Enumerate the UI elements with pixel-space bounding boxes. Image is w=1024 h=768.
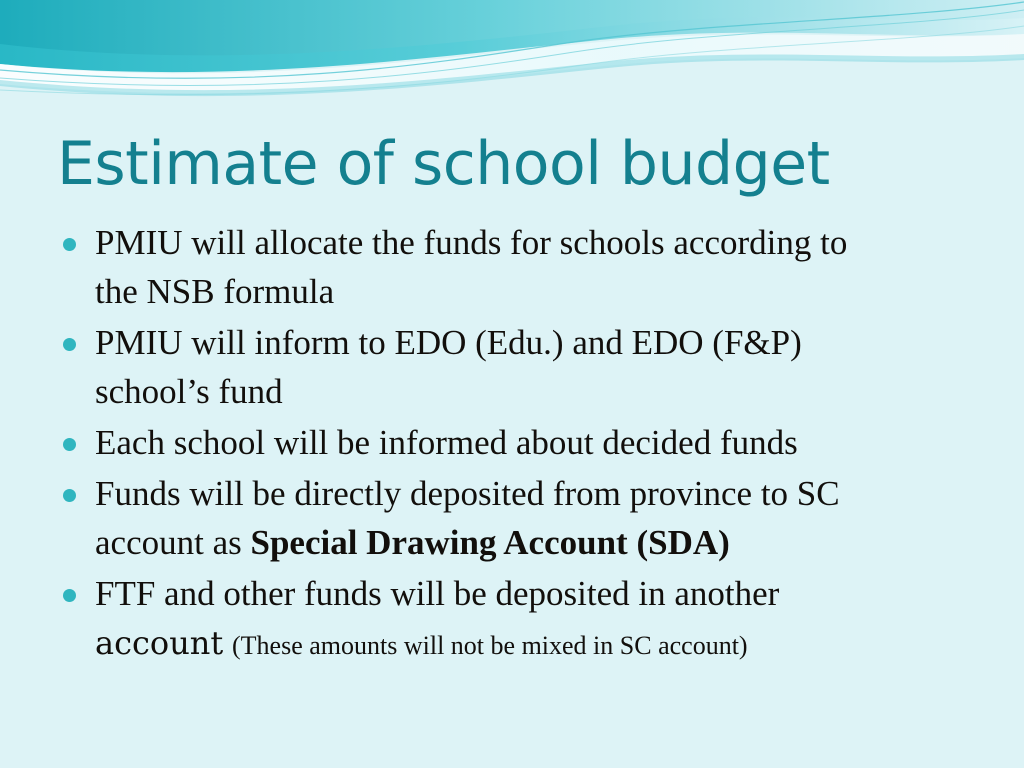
bullet-marker-icon [63,489,76,502]
list-item-account-word: account [95,624,224,662]
decorative-header-banner [0,0,1024,110]
bullet-marker-icon [63,338,76,351]
list-item [55,218,975,316]
list-item-line2 [95,618,975,670]
bullet-marker-icon [63,438,76,451]
list-item-line2: the NSB formula [95,272,335,311]
list-item-line2 [95,518,975,567]
list-item-line2-prefix: account as [95,523,251,562]
list-item-line2: school’s fund [95,372,283,411]
list-item-line1: Each school will be informed about decided funds [95,423,798,462]
list-item-line1: FTF and other funds will be deposited in another [95,574,780,613]
bullet-marker-icon [63,589,76,602]
list-item-emphasis: Special Drawing Account (SDA) [250,523,730,562]
list-item [55,469,975,567]
list-item-line1: Funds will be directly deposited from province to SC [95,474,840,513]
list-item-line1: PMIU will inform to EDO (Edu.) and EDO (F&P) [95,323,802,362]
list-item [55,418,975,467]
list-item [55,318,975,416]
bullet-marker-icon [63,238,76,251]
list-item-line1: PMIU will allocate the funds for schools according to [95,223,848,262]
bullet-list [55,218,975,672]
page-title: Estimate of school budget [57,129,830,199]
list-item [55,569,975,670]
list-item-note: (These amounts will not be mixed in SC account) [232,631,748,660]
